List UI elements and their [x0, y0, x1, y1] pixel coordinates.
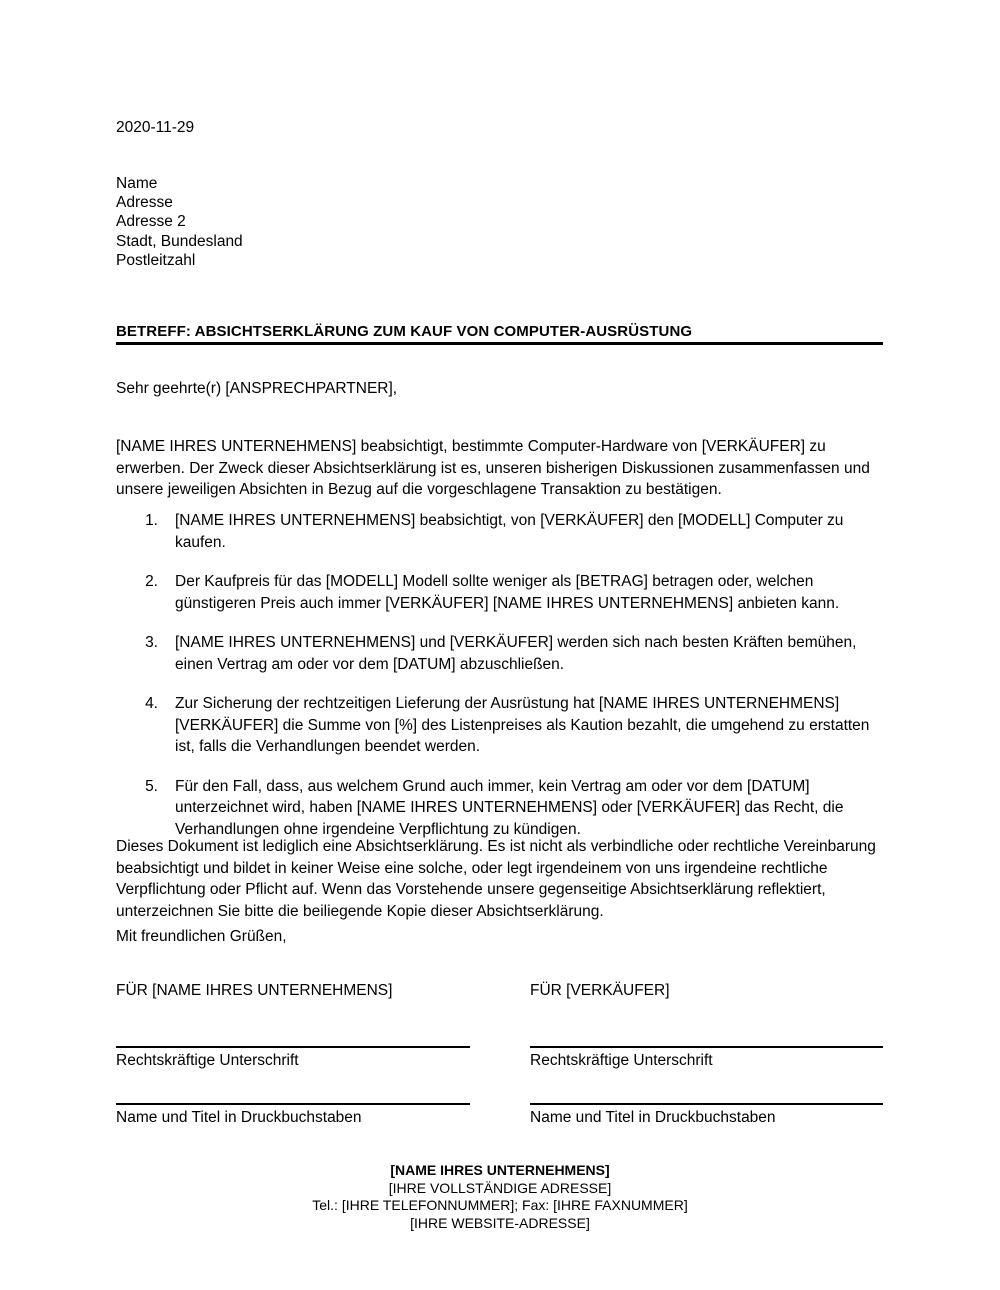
- list-item-text: Der Kaufpreis für das [MODELL] Modell sollte weniger als [BETRAG] betragen oder, welchen günstigeren Preis auch immer [VERKÄUFER] [NAME IHRES UNTERNEHMENS] anbieten kann.: [175, 573, 840, 612]
- list-item: [116, 510, 883, 553]
- recipient-line-city-state: Stadt, Bundesland: [116, 232, 243, 250]
- list-item-number: 3.: [145, 634, 158, 651]
- signature-rule: [116, 1103, 470, 1105]
- signature-block-seller-signature: [530, 1046, 883, 1070]
- signature-block-buyer-printed-name: [116, 1103, 470, 1127]
- printed-name-label: Name und Titel in Druckbuchstaben: [116, 1109, 362, 1126]
- list-item-number: 1.: [145, 512, 158, 529]
- signature-label: Rechtskräftige Unterschrift: [116, 1052, 299, 1069]
- list-item-number: 4.: [145, 695, 158, 712]
- list-item-text: [NAME IHRES UNTERNEHMENS] beabsichtigt, von [VERKÄUFER] den [MODELL] Computer zu kaufen.: [175, 512, 844, 551]
- signature-header-buyer: FÜR [NAME IHRES UNTERNEHMENS]: [116, 982, 393, 999]
- recipient-line-address: Adresse: [116, 194, 173, 212]
- list-item: [116, 571, 883, 614]
- list-item-number: 2.: [145, 573, 158, 590]
- list-item-text: Für den Fall, dass, aus welchem Grund auch immer, kein Vertrag am oder vor dem [DATUM] unterzeichnet wird, haben [NAME IHRES UNTERNEHMENS] oder [VERKÄUFER] das Recht, die Verhandlungen ohne irgendeine Verpflichtung zu kündigen.: [175, 777, 844, 838]
- closing-salutation: Mit freundlichen Grüßen,: [116, 928, 287, 945]
- numbered-terms-list: [116, 510, 883, 840]
- signature-header-seller: FÜR [VERKÄUFER]: [530, 982, 670, 999]
- signature-block-buyer-signature: [116, 1046, 470, 1070]
- intro-paragraph: [NAME IHRES UNTERNEHMENS] beabsichtigt, bestimmte Computer-Hardware von [VERKÄUFER] zu erwerben. Der Zweck dieser Absichtserklärung ist es, unseren bisherigen Diskussionen zusammenfassen und unsere jeweiligen Absichten in Bezug auf die vorgeschlagene Transaktion zu bestätigen.: [116, 438, 870, 498]
- recipient-line-address2: Adresse 2: [116, 213, 186, 231]
- list-item-text: [NAME IHRES UNTERNEHMENS] und [VERKÄUFER] werden sich nach besten Kräften bemühen, einen Vertrag am oder vor dem [DATUM] abzuschließen.: [175, 634, 857, 673]
- footer-company-name: [NAME IHRES UNTERNEHMENS]: [390, 1162, 610, 1178]
- list-item: [116, 776, 883, 841]
- footer-website: [IHRE WEBSITE-ADRESSE]: [410, 1214, 590, 1231]
- recipient-line-name: Name: [116, 175, 158, 192]
- signature-label: Rechtskräftige Unterschrift: [530, 1052, 713, 1069]
- recipient-line-postal-code: Postleitzahl: [116, 251, 196, 269]
- printed-name-label: Name und Titel in Druckbuchstaben: [530, 1109, 776, 1126]
- letter-date: 2020-11-29: [116, 119, 195, 136]
- recipient-address-block: [116, 174, 243, 270]
- signature-block-seller-printed-name: [530, 1103, 883, 1127]
- subject-heading: BETREFF: ABSICHTSERKLÄRUNG ZUM KAUF VON COMPUTER-AUSRÜSTUNG: [116, 323, 693, 340]
- subject-divider-rule: [116, 342, 883, 345]
- salutation: Sehr geehrte(r) [ANSPRECHPARTNER],: [116, 380, 398, 397]
- list-item-number: 5.: [145, 777, 158, 795]
- list-item-text: Zur Sicherung der rechtzeitigen Lieferung der Ausrüstung hat [NAME IHRES UNTERNEHMENS] [VERKÄUFER] die Summe von [%] des Listenpreises als Kaution bezahlt, die umgehend zu erstatten ist, falls die Verhandlungen beendet werden.: [175, 695, 870, 755]
- signature-rule: [116, 1046, 470, 1048]
- signature-rule: [530, 1046, 883, 1048]
- disclaimer-paragraph: Dieses Dokument ist lediglich eine Absichtserklärung. Es ist nicht als verbindliche oder rechtliche Vereinbarung beabsichtigt und bildet in keiner Weise eine solche, oder legt irgendeinem von uns irgendeine rechtliche Verpflichtung oder Pflicht auf. Wenn das Vorstehende unsere gegenseitige Absichtserklärung reflektiert, unterzeichnen Sie bitte die beiliegende Kopie dieser Absichtserklärung.: [116, 838, 876, 920]
- footer-phone-fax: Tel.: [IHRE TELEFONNUMMER]; Fax: [IHRE FAXNUMMER]: [312, 1197, 688, 1213]
- list-item: [116, 632, 883, 675]
- document-footer: [0, 1162, 1000, 1232]
- list-item: [116, 693, 883, 758]
- footer-address: [IHRE VOLLSTÄNDIGE ADRESSE]: [388, 1179, 612, 1196]
- signature-rule: [530, 1103, 883, 1105]
